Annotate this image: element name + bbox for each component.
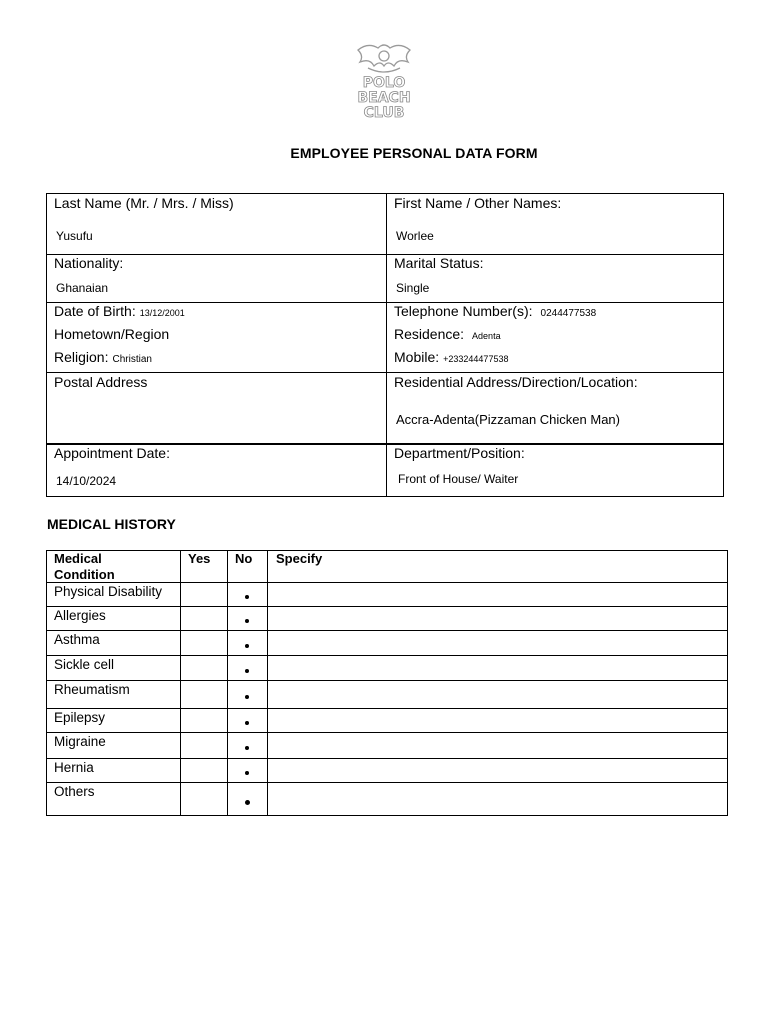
appointment-date-field[interactable]: 14/10/2024 — [56, 474, 117, 488]
religion-field[interactable]: Christian — [112, 354, 152, 365]
logo-line-1: POLO — [362, 75, 406, 91]
last-name-label: Last Name (Mr. / Mrs. / Miss) — [54, 195, 234, 211]
religion-label: Religion: — [54, 349, 109, 365]
postal-address-label: Postal Address — [54, 374, 148, 390]
department-position-field[interactable]: Front of House/ Waiter — [398, 472, 519, 486]
no-mark-bullet — [245, 595, 249, 599]
medical-condition-label: Migraine — [54, 734, 106, 749]
no-checkbox[interactable] — [228, 631, 267, 655]
yes-checkbox[interactable] — [181, 709, 227, 732]
no-mark-bullet — [245, 644, 249, 648]
medical-condition-label: Physical Disability — [54, 584, 163, 599]
logo-line-2: BEACH — [357, 90, 411, 106]
medical-condition-label: Asthma — [54, 632, 100, 647]
no-mark-bullet — [245, 619, 249, 623]
mobile-row — [394, 349, 508, 365]
dob-row — [54, 303, 185, 319]
no-mark-bullet — [245, 721, 249, 725]
medical-condition-label: Rheumatism — [54, 682, 130, 697]
medical-condition-header — [54, 551, 115, 583]
no-header: No — [235, 551, 253, 566]
yes-checkbox[interactable] — [181, 783, 227, 815]
medical-condition-label: Allergies — [54, 608, 106, 623]
specify-field[interactable] — [268, 783, 727, 815]
medical-history-title: MEDICAL HISTORY — [47, 516, 176, 532]
specify-field[interactable] — [268, 656, 727, 680]
hometown-label: Hometown/Region — [54, 326, 170, 342]
residence-label: Residence: — [394, 326, 465, 342]
residence-row — [394, 326, 501, 342]
specify-field[interactable] — [268, 733, 727, 758]
specify-field[interactable] — [268, 681, 727, 708]
logo-line-3: CLUB — [363, 105, 405, 121]
yes-checkbox[interactable] — [181, 631, 227, 655]
telephone-label: Telephone Number(s): — [394, 303, 533, 319]
specify-header: Specify — [276, 551, 323, 566]
appointment-date-label: Appointment Date: — [54, 445, 170, 461]
specify-field[interactable] — [268, 583, 727, 606]
nationality-label: Nationality: — [54, 255, 124, 271]
specify-field[interactable] — [268, 607, 727, 630]
yes-checkbox[interactable] — [181, 607, 227, 630]
medical-condition-label: Hernia — [54, 760, 94, 775]
yes-checkbox[interactable] — [181, 656, 227, 680]
row-divider — [46, 372, 724, 373]
no-mark-bullet — [245, 695, 249, 699]
mobile-label: Mobile: — [394, 349, 440, 365]
medical-condition-label: Others — [54, 784, 95, 799]
personal-table-divider — [386, 193, 387, 497]
first-name-field[interactable]: Worlee — [396, 229, 434, 243]
no-checkbox[interactable] — [228, 656, 267, 680]
telephone-row — [394, 303, 596, 319]
yes-header: Yes — [188, 551, 211, 566]
medical-condition-header-line1: Medical — [54, 551, 102, 566]
specify-field[interactable] — [268, 709, 727, 732]
first-name-label: First Name / Other Names: — [394, 195, 562, 211]
row-divider — [46, 254, 724, 255]
telephone-field[interactable]: 0244477538 — [540, 308, 597, 319]
no-mark-bullet — [245, 771, 249, 775]
no-mark-bullet — [245, 669, 249, 673]
last-name-field[interactable]: Yusufu — [56, 229, 93, 243]
dob-field[interactable]: 13/12/2001 — [139, 308, 185, 318]
marital-status-label: Marital Status: — [394, 255, 484, 271]
no-mark-bullet — [245, 800, 250, 805]
residential-address-label: Residential Address/Direction/Location: — [394, 374, 638, 390]
nationality-field[interactable]: Ghanaian — [56, 281, 109, 295]
medical-condition-label: Sickle cell — [54, 657, 115, 672]
mobile-field[interactable]: +233244477538 — [443, 354, 509, 364]
religion-row — [54, 349, 152, 365]
yes-checkbox[interactable] — [181, 583, 227, 606]
polo-beach-club-logo — [338, 40, 430, 122]
medical-condition-label: Epilepsy — [54, 710, 106, 725]
no-mark-bullet — [245, 746, 249, 750]
medical-condition-header-line2: Condition — [54, 567, 115, 582]
specify-field[interactable] — [268, 759, 727, 782]
specify-field[interactable] — [268, 631, 727, 655]
yes-checkbox[interactable] — [181, 681, 227, 708]
residential-address-field[interactable]: Accra-Adenta(Pizzaman Chicken Man) — [396, 412, 620, 427]
residence-field[interactable]: Adenta — [472, 331, 501, 341]
yes-checkbox[interactable] — [181, 733, 227, 758]
department-position-label: Department/Position: — [394, 445, 525, 461]
dob-label: Date of Birth: — [54, 303, 136, 319]
no-checkbox[interactable] — [228, 783, 267, 815]
form-title: EMPLOYEE PERSONAL DATA FORM — [290, 145, 538, 161]
marital-status-field[interactable]: Single — [396, 281, 430, 295]
yes-checkbox[interactable] — [181, 759, 227, 782]
